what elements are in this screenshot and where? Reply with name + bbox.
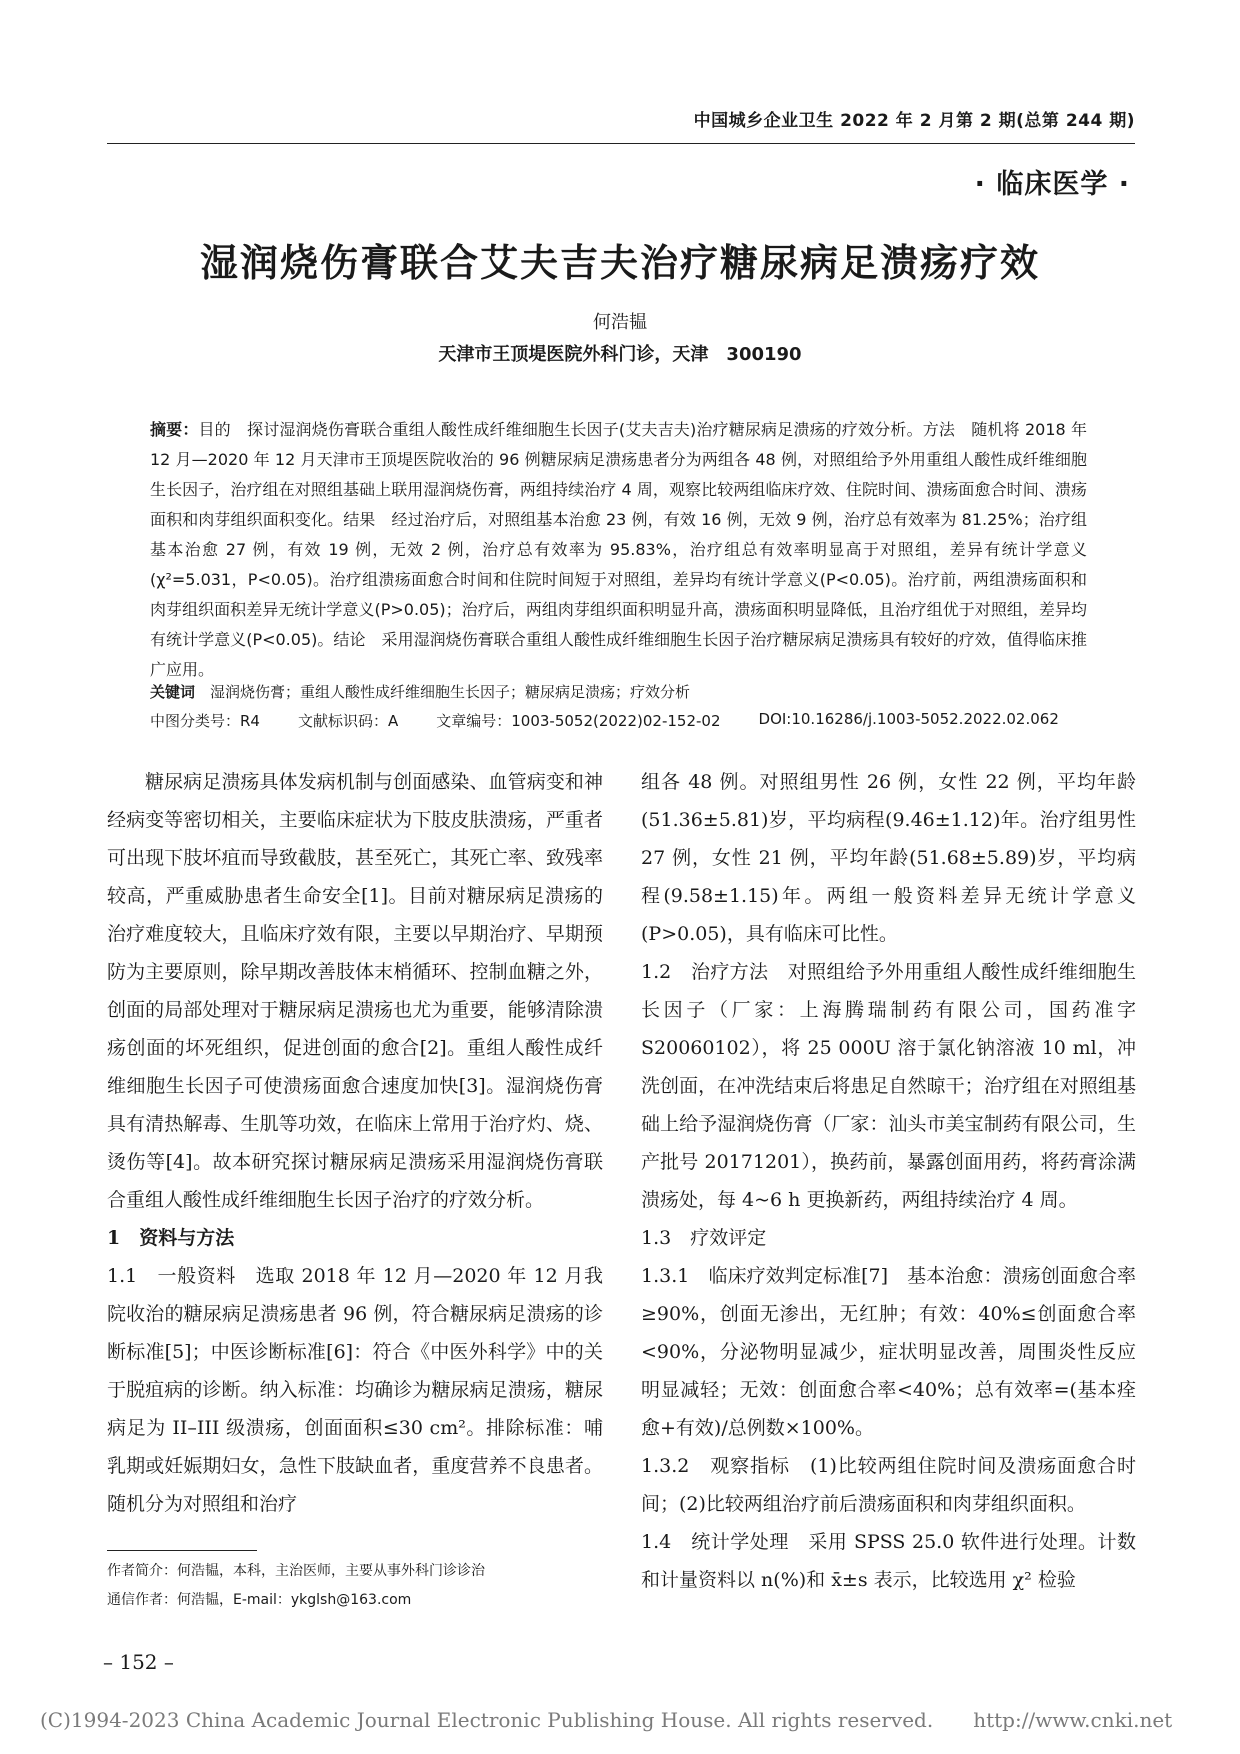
author-intro-footnote: 作者简介：何浩韫，本科，主治医师，主要从事外科门诊诊治: [107, 1563, 485, 1579]
abstract-label: 摘要：: [150, 420, 199, 439]
body-column-right: [641, 763, 1136, 1599]
header-rule: [107, 143, 1135, 144]
document-code: 文献标识码：A: [297, 712, 399, 730]
body-column-left: [107, 763, 603, 1523]
keywords: [150, 681, 1087, 702]
body-paragraph: 1.3.2 观察指标 (1)比较两组住院时间及溃疡面愈合时间；(2)比较两组治疗前后溃疡面积和肉芽组织面积。: [641, 1455, 1136, 1515]
affiliation: 天津市王顶堤医院外科门诊，天津 300190: [438, 344, 802, 365]
correspondence-footnote: 通信作者：何浩韫，E-mail：ykglsh@163.com: [107, 1592, 412, 1608]
copyright-notice: (C)1994-2023 China Academic Journal Electronic Publishing House. All rights reserved. http://www.cnki.net: [40, 1708, 1173, 1732]
abstract-text: 目的 探讨湿润烧伤膏联合重组人酸性成纤维细胞生长因子(艾夫吉夫)治疗糖尿病足溃疡的疗效分析。方法 随机将 2018 年 12 月—2020 年 12 月天津市王顶堤医院收治的 96 例糖尿病足溃疡患者分为两组各 48 例，对照组给予外用重组人酸性成纤维细胞生长因子，治疗组在对照组基础上联用湿润烧伤膏，两组持续治疗 4 周，观察比较两组临床疗效、住院时间、溃疡面愈合时间、溃疡面积和肉芽组织面积变化。结果 经过治疗后，对照组基本治愈 23 例，有效 16 例，无效 9 例，治疗总有效率为 81.25%；治疗组基本治愈 27 例，有效 19 例，无效 2 例，治疗总有效率为 95.83%，治疗组总有效率明显高于对照组，差异有统计学意义(χ²=5.031，P<0.05)。治疗组溃疡面愈合时间和住院时间短于对照组，差异均有统计学意义(P<0.05)。治疗前，两组溃疡面积和肉芽组织面积差异无统计学意义(P>0.05)；治疗后，两组肉芽组织面积明显升高，溃疡面积明显降低，且治疗组优于对照组，差异均有统计学意义(P<0.05)。结论 采用湿润烧伤膏联合重组人酸性成纤维细胞生长因子治疗糖尿病足溃疡具有较好的疗效，值得临床推广应用。: [150, 420, 1087, 679]
body-paragraph: 糖尿病足溃疡具体发病机制与创面感染、血管病变和神经病变等密切相关，主要临床症状为下肢皮肤溃疡，严重者可出现下肢坏疽而导致截肢，甚至死亡，其死亡率、致残率较高，严重威胁患者生命安全[1]。目前对糖尿病足溃疡的治疗难度较大，且临床疗效有限，主要以早期治疗、早期预防为主要原则，除早期改善肢体末梢循环、控制血糖之外，创面的局部处理对于糖尿病足溃疡也尤为重要，能够清除溃疡创面的坏死组织，促进创面的愈合[2]。重组人酸性成纤维细胞生长因子可使溃疡面愈合速度加快[3]。湿润烧伤膏具有清热解毒、生肌等功效，在临床上常用于治疗灼、烧、烫伤等[4]。故本研究探讨糖尿病足溃疡采用湿润烧伤膏联合重组人酸性成纤维细胞生长因子治疗的疗效分析。: [107, 771, 603, 1211]
doi: DOI:10.16286/j.1003-5052.2022.02.062: [758, 710, 1059, 728]
subsection-heading: 1.3 疗效评定: [641, 1227, 767, 1249]
section-label: · 临床医学 ·: [974, 169, 1130, 200]
classification-line: [150, 710, 1087, 731]
abstract: [150, 415, 1087, 685]
clc-number: 中图分类号：R4: [150, 712, 260, 730]
page-number: – 152 –: [103, 1650, 174, 1674]
body-paragraph: 1.2 治疗方法 对照组给予外用重组人酸性成纤维细胞生长因子（厂家：上海腾瑞制药有限公司，国药准字 S20060102），将 25 000U 溶于氯化钠溶液 10 ml，冲洗创面，在冲洗结束后将患足自然晾干；治疗组在对照组基础上给予湿润烧伤膏（厂家：汕头市美宝制药有限公司，生产批号 20171201），换药前，暴露创面用药，将药膏涂满溃疡处，每 4~6 h 更换新药，两组持续治疗 4 周。: [641, 961, 1136, 1211]
body-paragraph: 1.4 统计学处理 采用 SPSS 25.0 软件进行处理。计数和计量资料以 n(%)和 x̄±s 表示，比较选用 χ² 检验: [641, 1531, 1136, 1591]
body-paragraph: 1.3.1 临床疗效判定标准[7] 基本治愈：溃疡创面愈合率≥90%，创面无渗出，无红肿；有效：40%≤创面愈合率<90%，分泌物明显减少，症状明显改善，周围炎性反应明显减轻；无效：创面愈合率<40%；总有效率=(基本痊愈+有效)/总例数×100%。: [641, 1265, 1136, 1439]
footnote-rule: [107, 1550, 257, 1551]
author-name: 何浩韫: [593, 312, 647, 333]
journal-info: 中国城乡企业卫生 2022 年 2 月第 2 期(总第 244 期): [693, 111, 1135, 131]
section-heading: 1 资料与方法: [107, 1227, 235, 1249]
article-title: 湿润烧伤膏联合艾夫吉夫治疗糖尿病足溃疡疗效: [199, 241, 1040, 285]
article-number: 文章编号：1003-5052(2022)02-152-02: [436, 712, 721, 730]
keywords-label: 关键词: [150, 683, 196, 701]
keywords-text: 湿润烧伤膏；重组人酸性成纤维细胞生长因子；糖尿病足溃疡；疗效分析: [210, 683, 691, 701]
body-paragraph: 1.1 一般资料 选取 2018 年 12 月—2020 年 12 月我院收治的糖尿病足溃疡患者 96 例，符合糖尿病足溃疡的诊断标准[5]；中医诊断标准[6]：符合《中医外科学》中的关于脱疽病的诊断。纳入标准：均确诊为糖尿病足溃疡，糖尿病足为 II–III 级溃疡，创面面积≤30 cm²。排除标准：哺乳期或妊娠期妇女，急性下肢缺血者，重度营养不良患者。随机分为对照组和治疗: [107, 1265, 603, 1515]
body-paragraph: 组各 48 例。对照组男性 26 例，女性 22 例，平均年龄(51.36±5.81)岁，平均病程(9.46±1.12)年。治疗组男性 27 例，女性 21 例，平均年龄(51.68±5.89)岁，平均病程(9.58±1.15)年。两组一般资料差异无统计学意义(P>0.05)，具有临床可比性。: [641, 771, 1136, 945]
